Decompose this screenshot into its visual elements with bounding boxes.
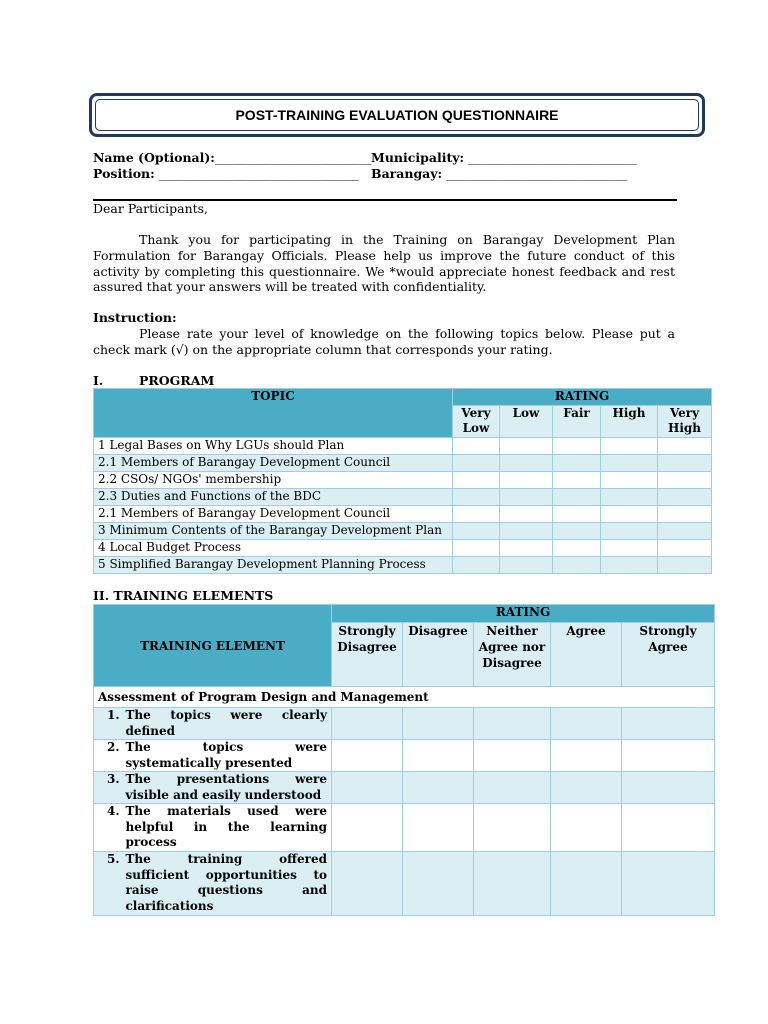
item-number: 3.	[94, 772, 122, 804]
rating-cell[interactable]	[474, 804, 551, 852]
topic-label: 2.1 Members of Barangay Development Council	[94, 506, 453, 523]
topic-label: 4 Local Budget Process	[94, 540, 453, 557]
item-text: The topics were systematically presented	[122, 740, 332, 772]
rating-cell[interactable]	[551, 804, 622, 852]
rating-cell[interactable]	[553, 540, 601, 557]
rating-cell[interactable]	[553, 472, 601, 489]
rating-strongly-disagree: Strongly Disagree	[332, 623, 403, 687]
instruction-text: Please rate your level of knowledge on the following topics below. Please put a check mark (√) on the appropriate column that corresponds your rating.	[93, 326, 675, 357]
item-text: The training offered sufficient opportunities to raise questions and clarifications	[122, 852, 332, 916]
rating-cell[interactable]	[658, 438, 712, 455]
rating-header: RATING	[453, 389, 712, 406]
rating-cell[interactable]	[453, 455, 500, 472]
table-row	[94, 489, 712, 506]
rating-cell[interactable]	[622, 804, 715, 852]
rating-cell[interactable]	[658, 557, 712, 574]
topic-label: 3 Minimum Contents of the Barangay Development Plan	[94, 523, 453, 540]
rating-cell[interactable]	[500, 506, 553, 523]
rating-cell[interactable]	[453, 489, 500, 506]
item-text: The materials used were helpful in the learning process	[122, 804, 332, 852]
table-row	[94, 455, 712, 472]
intro-paragraph: Thank you for participating in the Training on Barangay Development Plan Formulation for Barangay Officials. Please help us improve the future conduct of this activity by completing this questionnaire. We *would appreciate honest feedback and rest assured that your answers will be treated with confidentiality.	[93, 232, 675, 295]
rating-cell[interactable]	[453, 506, 500, 523]
rating-cell[interactable]	[622, 852, 715, 916]
rating-cell[interactable]	[551, 740, 622, 772]
rating-header-2: RATING	[332, 605, 715, 623]
section1-title: PROGRAM	[139, 373, 215, 388]
item-text: The presentations were visible and easily understood	[122, 772, 332, 804]
rating-disagree: Disagree	[403, 623, 474, 687]
rating-cell[interactable]	[553, 557, 601, 574]
rating-cell[interactable]	[601, 455, 658, 472]
rating-cell[interactable]	[500, 472, 553, 489]
rating-cell[interactable]	[553, 523, 601, 540]
element-header: TRAINING ELEMENT	[94, 605, 332, 687]
rating-cell[interactable]	[553, 438, 601, 455]
rating-cell[interactable]	[658, 472, 712, 489]
position-line: ________________________________	[158, 166, 359, 181]
rating-cell[interactable]	[553, 506, 601, 523]
title-box	[89, 93, 705, 137]
rating-cell[interactable]	[500, 523, 553, 540]
rating-cell[interactable]	[332, 772, 403, 804]
table-row	[94, 740, 715, 772]
rating-cell[interactable]	[332, 852, 403, 916]
rating-cell[interactable]	[601, 506, 658, 523]
position-field[interactable]	[93, 166, 359, 181]
rating-cell[interactable]	[601, 557, 658, 574]
rating-cell[interactable]	[453, 438, 500, 455]
rating-cell[interactable]	[622, 708, 715, 740]
document-title: POST-TRAINING EVALUATION QUESTIONNAIRE	[95, 99, 699, 131]
rating-cell[interactable]	[453, 472, 500, 489]
rating-cell[interactable]	[601, 489, 658, 506]
rating-agree: Agree	[551, 623, 622, 687]
rating-very-low: Very Low	[453, 406, 500, 438]
topic-header: TOPIC	[94, 389, 453, 438]
item-text: The topics were clearly defined	[122, 708, 332, 740]
barangay-field[interactable]	[371, 166, 627, 181]
rating-cell[interactable]	[601, 472, 658, 489]
rating-cell[interactable]	[403, 772, 474, 804]
rating-cell[interactable]	[500, 438, 553, 455]
topic-label: 2.3 Duties and Functions of the BDC	[94, 489, 453, 506]
table-row	[94, 852, 715, 916]
table-row	[94, 523, 712, 540]
table-row	[94, 772, 715, 804]
topic-label: 2.2 CSOs/ NGOs' membership	[94, 472, 453, 489]
rating-cell[interactable]	[622, 740, 715, 772]
rating-cell[interactable]	[453, 523, 500, 540]
rating-cell[interactable]	[622, 772, 715, 804]
item-number: 2.	[94, 740, 122, 772]
rating-cell[interactable]	[551, 852, 622, 916]
municipality-field[interactable]	[371, 150, 637, 165]
rating-cell[interactable]	[601, 523, 658, 540]
rating-cell[interactable]	[601, 438, 658, 455]
rating-cell[interactable]	[500, 455, 553, 472]
rating-cell[interactable]	[474, 852, 551, 916]
rating-cell[interactable]	[500, 489, 553, 506]
rating-strongly-agree: Strongly Agree	[622, 623, 715, 687]
item-number: 4.	[94, 804, 122, 852]
rating-cell[interactable]	[553, 489, 601, 506]
section1-number: I.	[93, 373, 104, 388]
barangay-line: _____________________________	[446, 166, 628, 181]
rating-cell[interactable]	[658, 489, 712, 506]
rating-cell[interactable]	[551, 708, 622, 740]
rating-cell[interactable]	[474, 772, 551, 804]
topic-label: 5 Simplified Barangay Development Planning Process	[94, 557, 453, 574]
rating-cell[interactable]	[403, 804, 474, 852]
table-row	[94, 708, 715, 740]
rating-cell[interactable]	[332, 708, 403, 740]
table-row	[94, 540, 712, 557]
name-label: Name (Optional):	[93, 150, 215, 165]
topic-label: 1 Legal Bases on Why LGUs should Plan	[94, 438, 453, 455]
rating-cell[interactable]	[551, 772, 622, 804]
rating-cell[interactable]	[453, 540, 500, 557]
rating-cell[interactable]	[453, 557, 500, 574]
barangay-label: Barangay:	[371, 166, 443, 181]
rating-cell[interactable]	[658, 523, 712, 540]
instruction-heading: Instruction:	[93, 310, 177, 325]
topic-label: 2.1 Members of Barangay Development Council	[94, 455, 453, 472]
table-row	[94, 804, 715, 852]
greeting: Dear Participants,	[93, 201, 209, 216]
rating-cell[interactable]	[474, 708, 551, 740]
item-number: 5.	[94, 852, 122, 916]
rating-fair: Fair	[553, 406, 601, 438]
assessment-subheading: Assessment of Program Design and Management	[94, 687, 715, 708]
rating-cell[interactable]	[658, 506, 712, 523]
rating-high: High	[601, 406, 658, 438]
program-table	[93, 388, 712, 574]
training-elements-table	[93, 604, 715, 916]
table-row	[94, 506, 712, 523]
rating-cell[interactable]	[500, 557, 553, 574]
rating-very-high: Very High	[658, 406, 712, 438]
name-line: _________________________	[214, 150, 372, 165]
rating-cell[interactable]	[403, 740, 474, 772]
rating-low: Low	[500, 406, 553, 438]
municipality-label: Municipality:	[371, 150, 465, 165]
rating-cell[interactable]	[332, 740, 403, 772]
rating-cell[interactable]	[403, 708, 474, 740]
municipality-line: ___________________________	[468, 150, 637, 165]
table-row	[94, 557, 712, 574]
rating-cell[interactable]	[474, 740, 551, 772]
position-label: Position:	[93, 166, 155, 181]
rating-cell[interactable]	[658, 540, 712, 557]
table-row	[94, 472, 712, 489]
rating-cell[interactable]	[553, 455, 601, 472]
item-number: 1.	[94, 708, 122, 740]
section2-title: II. TRAINING ELEMENTS	[93, 588, 274, 603]
rating-cell[interactable]	[332, 804, 403, 852]
rating-cell[interactable]	[500, 540, 553, 557]
name-field[interactable]	[93, 150, 371, 165]
rating-neither: Neither Agree nor Disagree	[474, 623, 551, 687]
rating-cell[interactable]	[601, 540, 658, 557]
table-row	[94, 438, 712, 455]
rating-cell[interactable]	[658, 455, 712, 472]
rating-cell[interactable]	[403, 852, 474, 916]
